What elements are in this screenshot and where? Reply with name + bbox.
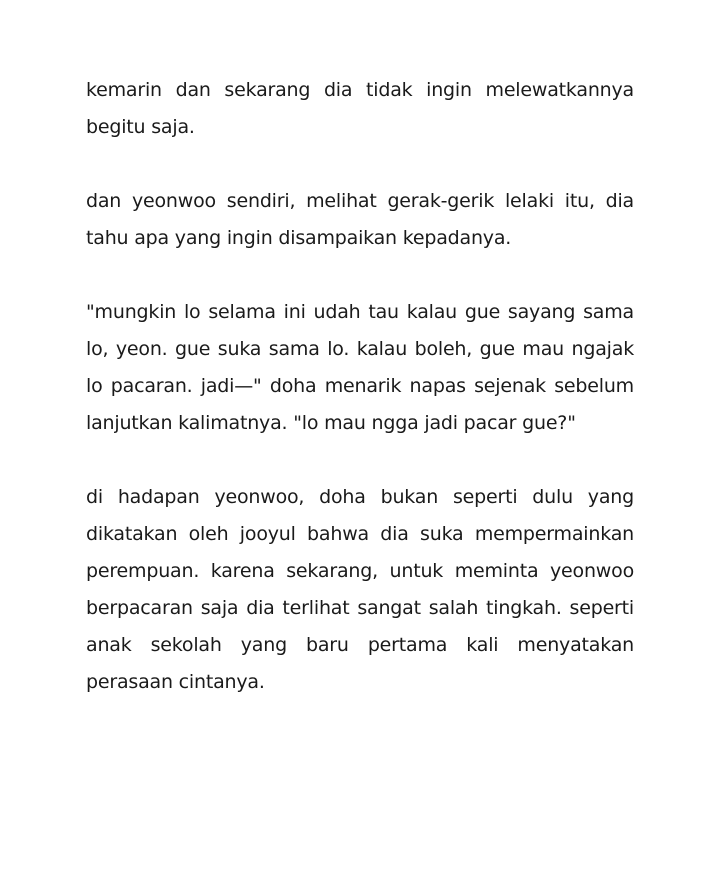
story-text — [86, 72, 634, 701]
paragraph: kemarin dan sekarang dia tidak ingin melewatkannya begitu saja. — [86, 79, 634, 138]
paragraph: dan yeonwoo sendiri, melihat gerak-gerik lelaki itu, dia tahu apa yang ingin disampaikan kepadanya. — [86, 190, 634, 249]
paragraph: di hadapan yeonwoo, doha bukan seperti dulu yang dikatakan oleh jooyul bahwa dia suka mempermainkan perempuan. karena sekarang, untuk meminta yeonwoo berpacaran saja dia terlihat sangat salah tingkah. seperti anak sekolah yang baru pertama kali menyatakan perasaan cintanya. — [86, 486, 634, 693]
paragraph-dialogue: "mungkin lo selama ini udah tau kalau gue sayang sama lo, yeon. gue suka sama lo. kalau boleh, gue mau ngajak lo pacaran. jadi—" doha menarik napas sejenak sebelum lanjutkan kalimatnya. "lo mau ngga jadi pacar gue?" — [86, 301, 634, 434]
